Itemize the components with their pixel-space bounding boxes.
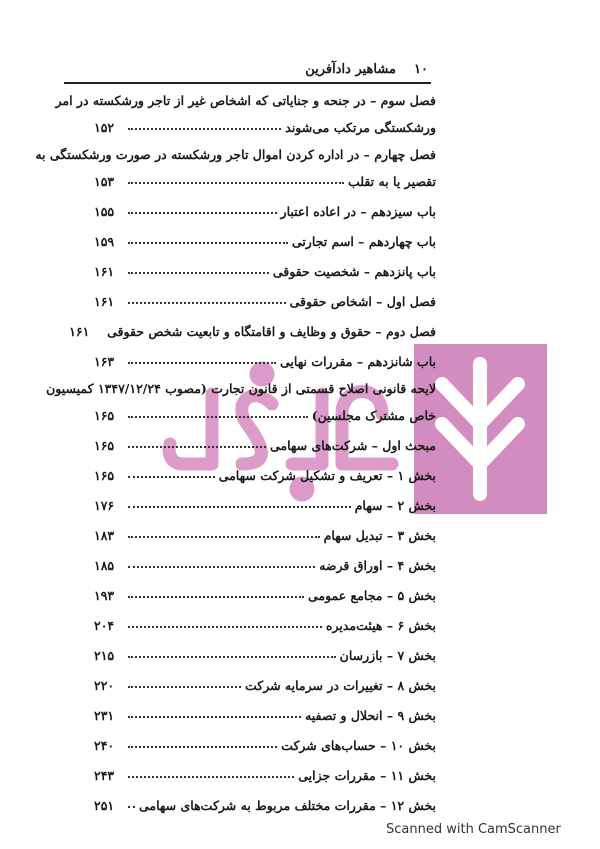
toc-leader-dots [128, 655, 336, 658]
toc-leader-dots [128, 715, 301, 718]
toc-leader-dots [128, 301, 286, 304]
toc-entry-title: بخش ۱ – تعریف و تشکیل شرکت سهامی [218, 468, 436, 483]
toc-entry-title: بخش ۳ – تبدیل سهام [323, 528, 436, 543]
toc-entry-title: بخش ۱۲ – مقررات مختلف مربوط به شرکت‌های سهامی [138, 798, 436, 813]
toc-entry-title: مبحث اول – شرکت‌های سهامی [270, 438, 436, 453]
header-title: مشاهیر دادآفرین [305, 62, 396, 77]
header-page-number: ۱۰ [414, 62, 428, 77]
toc-entry [94, 765, 436, 783]
toc-page-number: ۲۱۵ [94, 648, 115, 663]
toc-entry-title: بخش ۲ – سهام [354, 498, 436, 513]
toc-entry [94, 291, 436, 309]
toc-entry [94, 675, 436, 693]
toc-page-number: ۱۶۱ [94, 264, 115, 279]
toc-entry [94, 351, 436, 369]
toc-page-number: ۲۲۰ [94, 678, 115, 693]
toc-entry [94, 465, 436, 483]
toc-page-number: ۱۹۳ [94, 588, 115, 603]
toc-entry [94, 405, 436, 423]
watermark-logo [152, 344, 547, 514]
toc-entry-title: بخش ۶ – هیئت‌مدیره [325, 618, 436, 633]
toc-leader-dots [128, 445, 266, 448]
toc-leader-dots [128, 505, 351, 508]
toc-page-number: ۱۵۹ [94, 234, 115, 249]
toc-entry [94, 495, 436, 513]
toc-entry-title: بخش ۵ – مجامع عمومی [307, 588, 436, 603]
toc-leader-dots [128, 595, 304, 598]
toc-entry [94, 201, 436, 219]
toc-entry-title: ورشکستگی مرتکب می‌شوند [285, 120, 436, 135]
toc-page-number: ۲۰۴ [94, 618, 115, 633]
toc-page-number: ۱۵۲ [94, 120, 115, 135]
toc-entry-title: فصل دوم – حقوق و وظایف و اقامتگاه و تابعیت شخص حقوقی [107, 324, 436, 339]
toc-entry-title: خاص مشترک مجلسین) [311, 408, 436, 423]
toc-leader-dots [128, 805, 135, 808]
toc-entry [94, 231, 436, 249]
toc-entry [94, 555, 436, 573]
toc-leader-dots [128, 625, 322, 628]
toc-entry-title: باب چهاردهم – اسم تجارتی [291, 234, 436, 249]
toc-entry [94, 117, 436, 135]
toc-page-number: ۱۶۱ [94, 294, 115, 309]
toc-page-number: ۱۶۳ [94, 354, 115, 369]
toc-leader-dots [128, 211, 277, 214]
toc-entry-title: باب سیزدهم – در اعاده اعتبار [280, 204, 436, 219]
toc-leader-dots [128, 535, 320, 538]
toc-page-number: ۱۵۳ [94, 174, 115, 189]
toc-entry-title: تقصیر یا به تقلب [347, 174, 436, 189]
toc-entry-line: فصل سوم – در جنحه و جنایاتی که اشخاص غیر از تاجر ورشکسته در امر [55, 93, 436, 108]
toc-page-number: ۱۸۵ [94, 558, 115, 573]
toc-leader-dots [128, 745, 277, 748]
toc-page-number: ۱۵۵ [94, 204, 115, 219]
toc-page-number: ۲۳۱ [94, 708, 115, 723]
toc-page-number: ۱۶۵ [94, 438, 115, 453]
toc-entry [94, 705, 436, 723]
toc-entry-title: بخش ۹ – انحلال و تصفیه [305, 708, 436, 723]
toc-entry-title: بخش ۱۱ – مقررات جزایی [298, 768, 436, 783]
toc-page-number: ۱۶۵ [94, 468, 115, 483]
toc-entry-title: بخش ۴ – اوراق قرضه [319, 558, 436, 573]
toc-entry-line: فصل چهارم – در اداره کردن اموال تاجر ورشکسته در صورت ورشکستگی به [35, 147, 436, 162]
toc-entry-title: بخش ۱۰ – حساب‌های شرکت [281, 738, 436, 753]
toc-entry [94, 645, 436, 663]
toc-leader-dots [128, 565, 315, 568]
toc-entry-title: بخش ۷ – بازرسان [339, 648, 436, 663]
toc-entry [94, 261, 436, 279]
toc-entry-title: باب پانزدهم – شخصیت حقوقی [272, 264, 436, 279]
toc-leader-dots [128, 685, 241, 688]
toc-leader-dots [128, 415, 308, 418]
toc-leader-dots [128, 475, 215, 478]
toc-entry [94, 525, 436, 543]
toc-leader-dots [128, 127, 281, 130]
toc-page-number: ۱۶۵ [94, 408, 115, 423]
toc-entry [94, 435, 436, 453]
toc-entry-title: بخش ۸ – تغییرات در سرمایه شرکت [244, 678, 436, 693]
header-rule [64, 82, 431, 84]
toc-entry-title: باب شانزدهم – مقررات نهایی [280, 354, 436, 369]
toc-page-number: ۱۷۶ [94, 498, 115, 513]
toc-leader-dots [128, 271, 269, 274]
toc-entry [94, 171, 436, 189]
toc-entry-title: فصل اول – اشخاص حقوقی [289, 294, 436, 309]
toc-leader-dots [128, 181, 344, 184]
toc-entry [94, 585, 436, 603]
toc-leader-dots [128, 241, 288, 244]
toc-leader-dots [128, 361, 276, 364]
running-header [66, 62, 428, 77]
toc-page-number: ۲۵۱ [94, 798, 115, 813]
toc-entry [94, 795, 436, 813]
toc-page-number: ۲۴۳ [94, 768, 115, 783]
scanner-footer: Scanned with CamScanner [386, 822, 561, 837]
toc-page-number: ۱۸۳ [94, 528, 115, 543]
toc-page-number: ۱۶۱ [69, 324, 90, 339]
toc-entry [69, 321, 436, 339]
toc-entry-line: لایحه قانونی اصلاح قسمتی از قانون تجارت (مصوب ۱۳۴۷/۱۲/۲۴ کمیسیون [46, 381, 436, 396]
toc-entry [94, 735, 436, 753]
toc-entry [94, 615, 436, 633]
toc-page-number: ۲۴۰ [94, 738, 115, 753]
toc-leader-dots [128, 775, 294, 778]
